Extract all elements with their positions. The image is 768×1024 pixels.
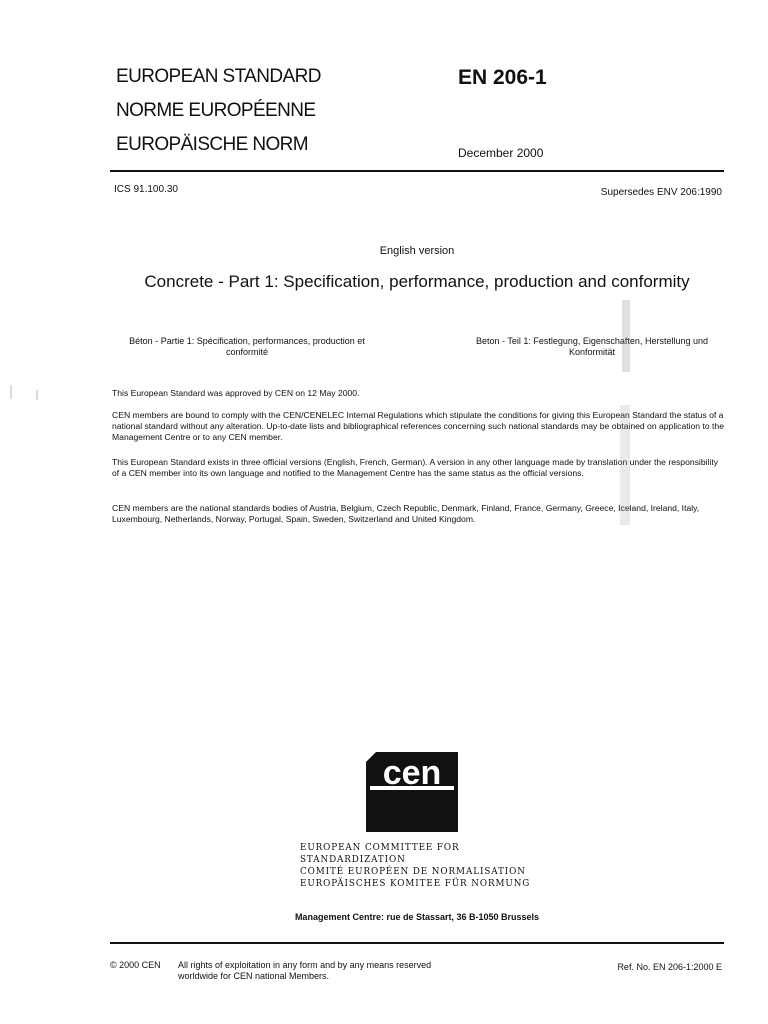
committee-fr: COMITÉ EUROPÉEN DE NORMALISATION <box>300 867 526 877</box>
supersedes-note: Supersedes ENV 206:1990 <box>600 187 722 198</box>
standard-number: EN 206-1 <box>458 66 547 89</box>
approval-paragraph: This European Standard was approved by CEN on 12 May 2000. <box>112 388 360 398</box>
committee-en: EUROPEAN COMMITTEE FOR STANDARDIZATION <box>300 843 460 865</box>
french-title: Béton - Partie 1: Spécification, performances, production et conformité <box>129 336 365 357</box>
footer-divider <box>110 942 724 944</box>
management-centre: Management Centre: rue de Stassart, 36 B-1050 Brussels <box>294 912 540 922</box>
standard-title-en: EUROPEAN STANDARD <box>116 66 321 87</box>
scan-artifact <box>622 300 630 372</box>
cen-logo <box>366 752 458 832</box>
standard-title-de: EUROPÄISCHE NORM <box>116 134 309 155</box>
members-paragraph: CEN members are the national standards bodies of Austria, Belgium, Czech Republic, Denmark, Finland, France, Germany, Greece, Iceland, Ireland, Italy, Luxembourg, Netherlands, Norway, Portugal, Spain, Sweden, Switzerland and United Kingdom. <box>112 503 700 524</box>
committee-de: EUROPÄISCHES KOMITEE FÜR NORMUNG <box>300 879 531 889</box>
publication-date: December 2000 <box>458 146 544 160</box>
ics-code: ICS 91.100.30 <box>114 184 178 195</box>
copyright: © 2000 CEN <box>110 960 161 970</box>
committee-names <box>300 842 550 890</box>
header-divider <box>110 170 724 172</box>
cen-logo-graphic <box>366 752 458 832</box>
cen-logo-text: cen <box>382 754 442 792</box>
reference-number: Ref. No. EN 206-1:2000 E <box>617 962 722 972</box>
document-title: Concrete - Part 1: Specification, performance, production and conformity <box>144 272 690 291</box>
scan-artifact <box>620 405 630 525</box>
rights-statement: All rights of exploitation in any form and by any means reserved worldwide for CEN national Members. <box>178 960 432 981</box>
scan-artifact <box>36 390 38 400</box>
version-label: English version <box>379 245 455 257</box>
german-title: Beton - Teil 1: Festlegung, Eigenschaften, Herstellung und Konformität <box>476 336 708 357</box>
scan-artifact <box>10 385 12 399</box>
regulations-paragraph: CEN members are bound to comply with the CEN/CENELEC Internal Regulations which stipulate the conditions for giving this European Standard the status of a national standard without any alteration. Up-to-date lists and bibliographical references concerning such national standards may be obtained on application to the Management Centre or to any CEN member. <box>112 410 724 442</box>
versions-paragraph: This European Standard exists in three official versions (English, French, German). A version in any other language made by translation under the responsibility of a CEN member into its own language and notified to the Management Centre has the same status as the official versions. <box>112 457 719 478</box>
standard-title-fr: NORME EUROPÉENNE <box>116 100 316 121</box>
